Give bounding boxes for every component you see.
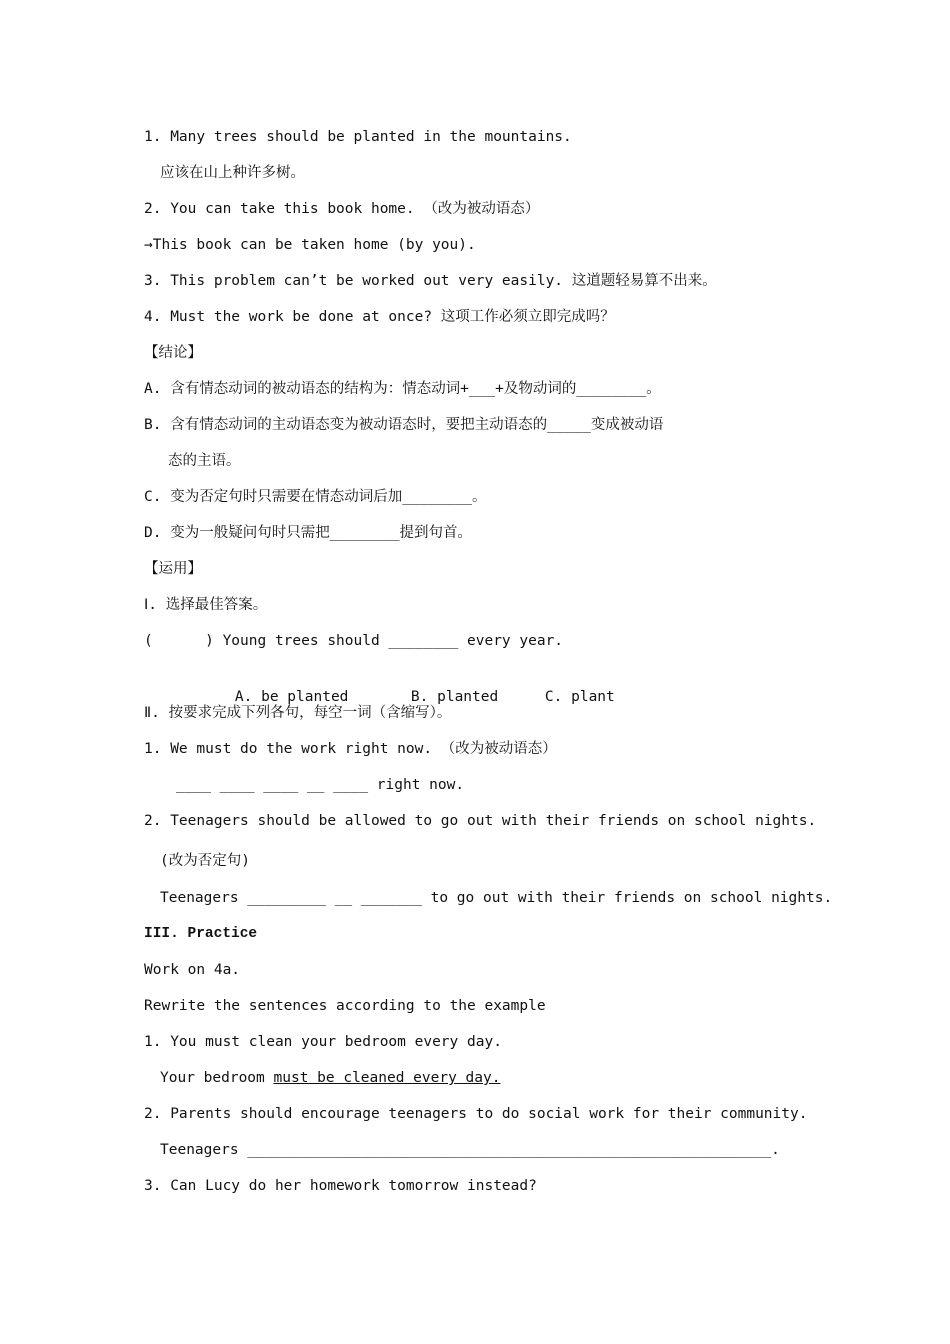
option-b: B. planted: [410, 689, 499, 705]
practice-sentence-2: 2. Parents should encourage teenagers to do social work for their community.: [144, 1106, 808, 1122]
example-answer-underlined: must be cleaned every day.: [273, 1070, 501, 1086]
part-2-instruction: Ⅱ. 按要求完成下列各句，每空一词（含缩写）。: [144, 705, 452, 721]
example-sentence-2: 2. You can take this book home. （改为被动语态）: [144, 201, 540, 217]
example-answer-2: →This book can be taken home (by you).: [144, 237, 476, 253]
practice-instruction: Rewrite the sentences according to the example: [144, 998, 546, 1014]
practice-sentence-3: 3. Can Lucy do her homework tomorrow instead?: [144, 1178, 537, 1194]
practice-example-answer: [160, 1068, 500, 1088]
conclusion-b: B. 含有情态动词的主动语态变为被动语态时，要把主动语态的_____变成被动语: [144, 417, 664, 433]
conclusion-a: A. 含有情态动词的被动语态的结构为：情态动词+___+及物动词的________。: [144, 381, 661, 397]
rewrite-answer-blanks-2: Teenagers _________ __ _______ to go out with their friends on school nights.: [160, 890, 833, 906]
rewrite-answer-blanks-1: ____ ____ ____ __ ____ right now.: [176, 777, 465, 793]
rewrite-instruction-2: (改为否定句): [160, 853, 250, 869]
example-translation-1: 应该在山上种许多树。: [160, 165, 305, 181]
practice-answer-blank-2: Teenagers ____________________________________________________________.: [160, 1142, 780, 1158]
section-heading-practice: III. Practice: [144, 926, 258, 942]
section-heading-conclusion: 【结论】: [144, 345, 202, 361]
practice-sentence-1: 1. You must clean your bedroom every day.: [144, 1034, 502, 1050]
part-1-instruction: Ⅰ. 选择最佳答案。: [144, 597, 268, 613]
choice-options: [200, 667, 615, 705]
conclusion-c: C. 变为否定句时只需要在情态动词后加________。: [144, 489, 487, 505]
example-sentence-3: 3. This problem can’t be worked out very easily. 这道题轻易算不出来。: [144, 273, 717, 289]
example-sentence-1: 1. Many trees should be planted in the mountains.: [144, 129, 572, 145]
rewrite-question-1: 1. We must do the work right now. （改为被动语态）: [144, 741, 557, 757]
rewrite-question-2: 2. Teenagers should be allowed to go out with their friends on school nights.: [144, 813, 817, 829]
section-heading-application: 【运用】: [144, 561, 202, 577]
option-a: A. be planted: [234, 689, 349, 705]
choice-question: ( ) Young trees should ________ every year.: [144, 633, 564, 649]
example-answer-prefix: Your bedroom: [160, 1070, 274, 1086]
option-c: C. plant: [544, 689, 615, 705]
conclusion-b-continued: 态的主语。: [168, 453, 241, 469]
example-sentence-4: 4. Must the work be done at once? 这项工作必须立即完成吗？: [144, 309, 615, 325]
conclusion-d: D. 变为一般疑问句时只需把________提到句首。: [144, 525, 473, 541]
practice-task: Work on 4a.: [144, 962, 241, 978]
